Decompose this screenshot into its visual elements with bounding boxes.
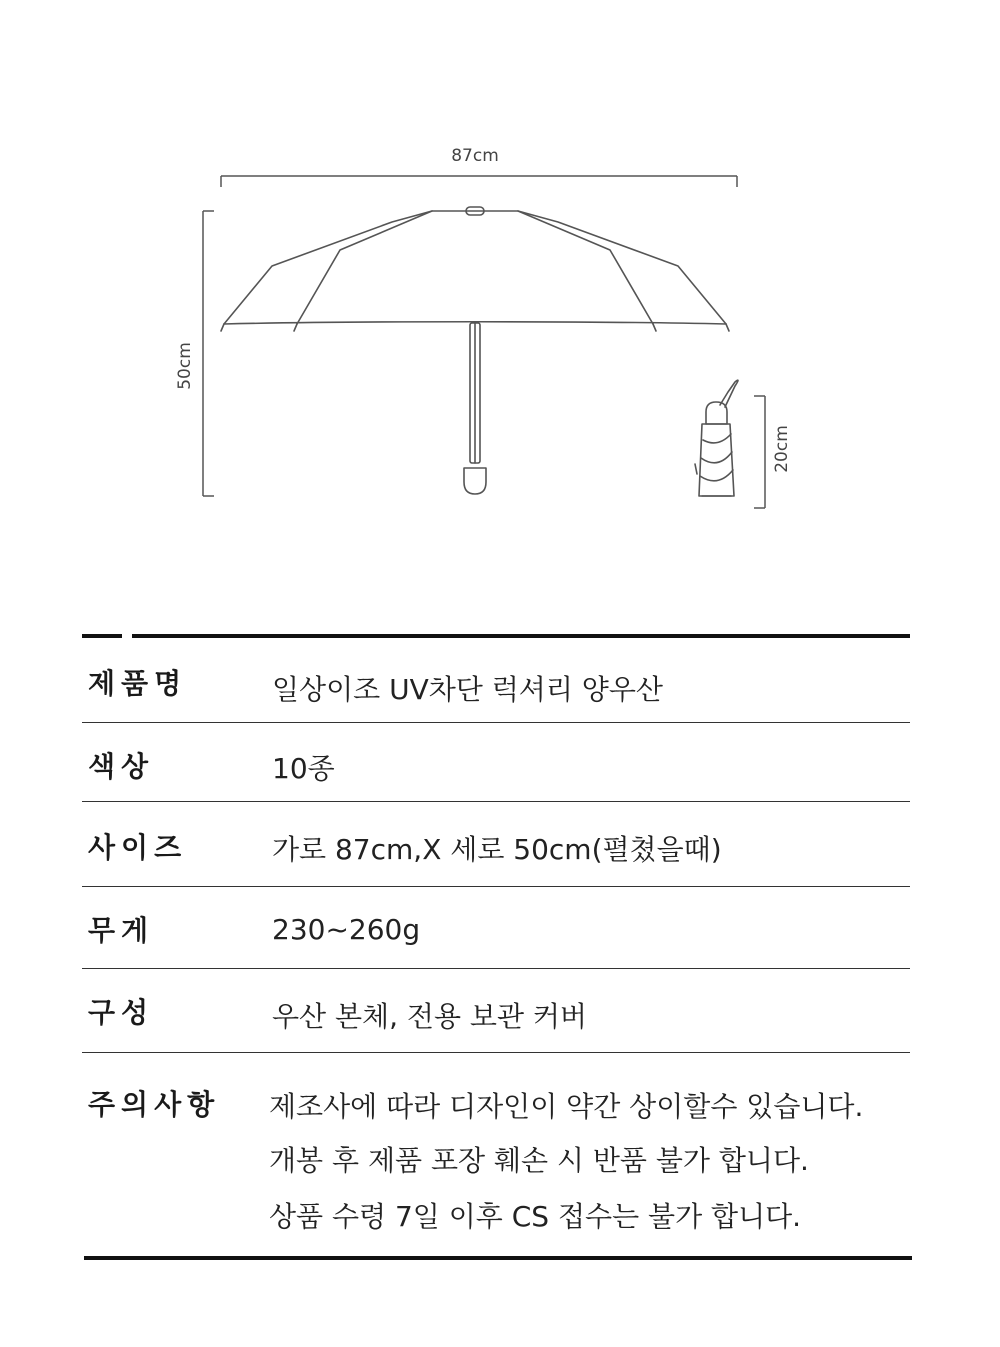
row-value: 가로 87cm,X 세로 50cm(펼쳤을때)	[272, 833, 722, 866]
width-dimension	[221, 176, 737, 187]
spec-row-size	[82, 802, 910, 887]
umbrella-dimension-diagram	[0, 0, 1000, 560]
note-line: 개봉 후 제품 포장 훼손 시 반품 불가 합니다.	[269, 1144, 809, 1177]
spec-row-color	[82, 723, 910, 802]
row-value: 일상이조 UV차단 럭셔리 양우산	[272, 673, 663, 706]
bottom-rule	[84, 1256, 912, 1260]
row-label: 제품명	[88, 667, 188, 700]
row-label: 구성	[88, 996, 155, 1029]
row-value: 10종	[272, 752, 335, 785]
height-dimension	[203, 211, 214, 496]
spec-row-notes	[82, 1053, 910, 1256]
height-label: 50cm	[175, 342, 195, 390]
open-umbrella-icon	[221, 207, 729, 494]
folded-dimension	[754, 396, 765, 508]
note-line: 상품 수령 7일 이후 CS 접수는 불가 합니다.	[269, 1200, 802, 1233]
spec-row-product-name	[82, 638, 910, 723]
spec-row-weight	[82, 887, 910, 969]
row-label: 무게	[88, 914, 155, 947]
note-line: 제조사에 따라 디자인이 약간 상이할수 있습니다.	[269, 1090, 864, 1123]
folded-umbrella-icon	[695, 380, 738, 496]
width-label: 87cm	[451, 146, 499, 166]
folded-label: 20cm	[772, 425, 792, 473]
spec-row-components	[82, 969, 910, 1053]
row-label: 색상	[88, 750, 155, 783]
row-value: 우산 본체, 전용 보관 커버	[272, 1000, 587, 1033]
row-value: 230~260g	[272, 913, 421, 946]
row-label: 주의사항	[88, 1088, 221, 1121]
row-label: 사이즈	[88, 831, 188, 864]
